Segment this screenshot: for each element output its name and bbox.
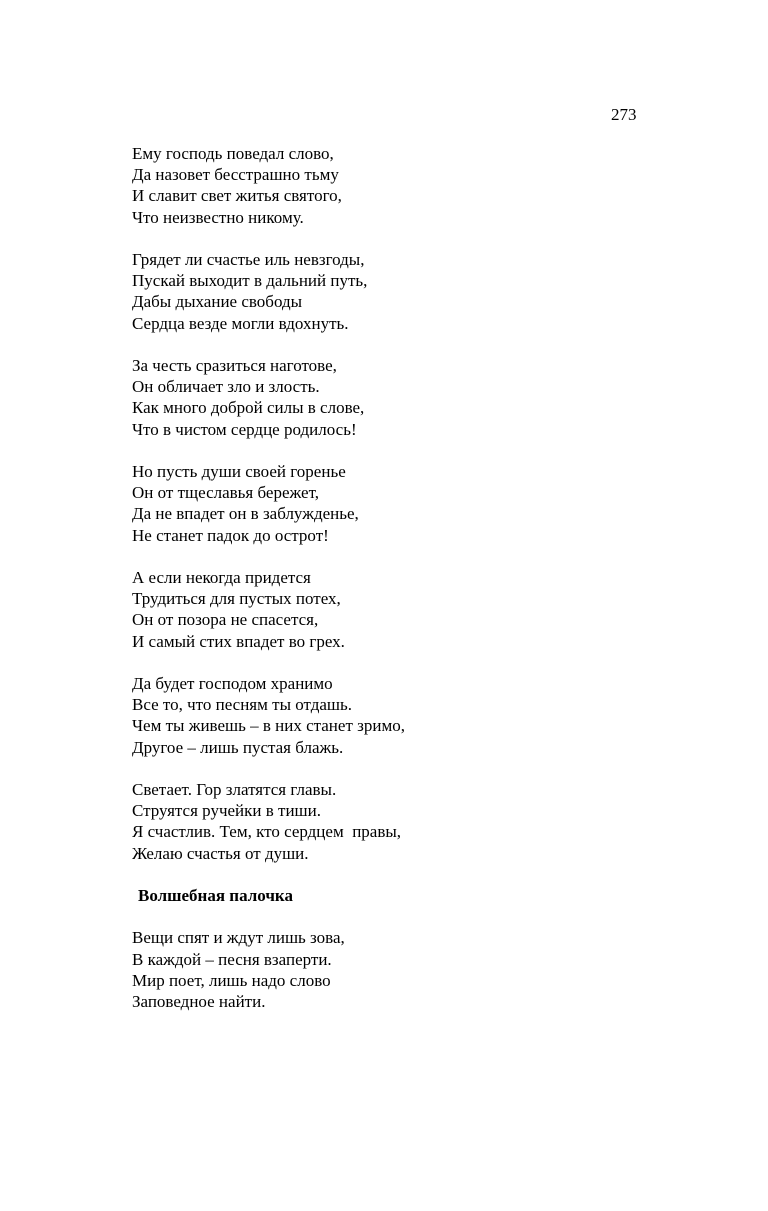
stanza [132, 143, 692, 228]
poem-line: Желаю счастья от души. [132, 843, 309, 863]
poem-line: Да не впадет он в заблужденье, [132, 504, 359, 524]
section-title: Волшебная палочка [138, 886, 293, 905]
poem-line: Он от позора не спасется, [132, 610, 319, 630]
poem-line: Струятся ручейки в тиши. [132, 801, 321, 821]
poem-line: Он от тщеславья бережет, [132, 483, 319, 503]
poem-line: Заповедное найти. [132, 992, 266, 1011]
poem-line: Что в чистом сердце родилось! [132, 419, 357, 439]
poem-line: Не станет падок до острот! [132, 525, 329, 545]
page-number: 273 [611, 105, 637, 124]
poem-line: Да будет господом хранимо [132, 674, 333, 693]
stanza [132, 779, 692, 864]
poem-line: Светает. Гор златятся главы. [132, 780, 337, 799]
poem-line: Я счастлив. Тем, кто сердцем правы, [132, 822, 402, 842]
poem-line: Что неизвестно никому. [132, 207, 304, 227]
stanza [132, 461, 692, 546]
poem-line: А если некогда придется [132, 568, 311, 587]
poem-line: Как много доброй силы в слове, [132, 398, 365, 418]
poem-line: Пускай выходит в дальний путь, [132, 271, 368, 291]
poem-line: Другое – лишь пустая блажь. [132, 737, 344, 757]
poem-line: Чем ты живешь – в них станет зримо, [132, 716, 405, 736]
poem-line: И самый стих впадет во грех. [132, 631, 345, 651]
poem-line: Дабы дыхание свободы [132, 292, 303, 312]
poem-line: Трудиться для пустых потех, [132, 589, 341, 609]
poem-line: Все то, что песням ты отдашь. [132, 695, 353, 715]
poem-line: Он обличает зло и злость. [132, 377, 320, 397]
stanza [132, 927, 692, 1012]
poem-line: Ему господь поведал слово, [132, 144, 334, 163]
poem-line: Мир поет, лишь надо слово [132, 970, 331, 990]
stanza [132, 355, 692, 440]
poem-line: Да назовет бесстрашно тьму [132, 165, 339, 185]
stanza [132, 673, 692, 758]
poem-line: И славит свет житья святого, [132, 186, 342, 206]
poem-line: Сердца везде могли вдохнуть. [132, 313, 349, 333]
poem-line: В каждой – песня взаперти. [132, 949, 332, 969]
stanza [132, 249, 692, 334]
poem-line: За честь сразиться наготове, [132, 356, 337, 375]
poem-line: Вещи спят и ждут лишь зова, [132, 928, 345, 948]
stanza [132, 567, 692, 652]
poem-line: Но пусть души своей горенье [132, 462, 346, 481]
poem-line: Грядет ли счастье иль невзгоды, [132, 250, 365, 269]
poem-body [132, 143, 692, 1033]
